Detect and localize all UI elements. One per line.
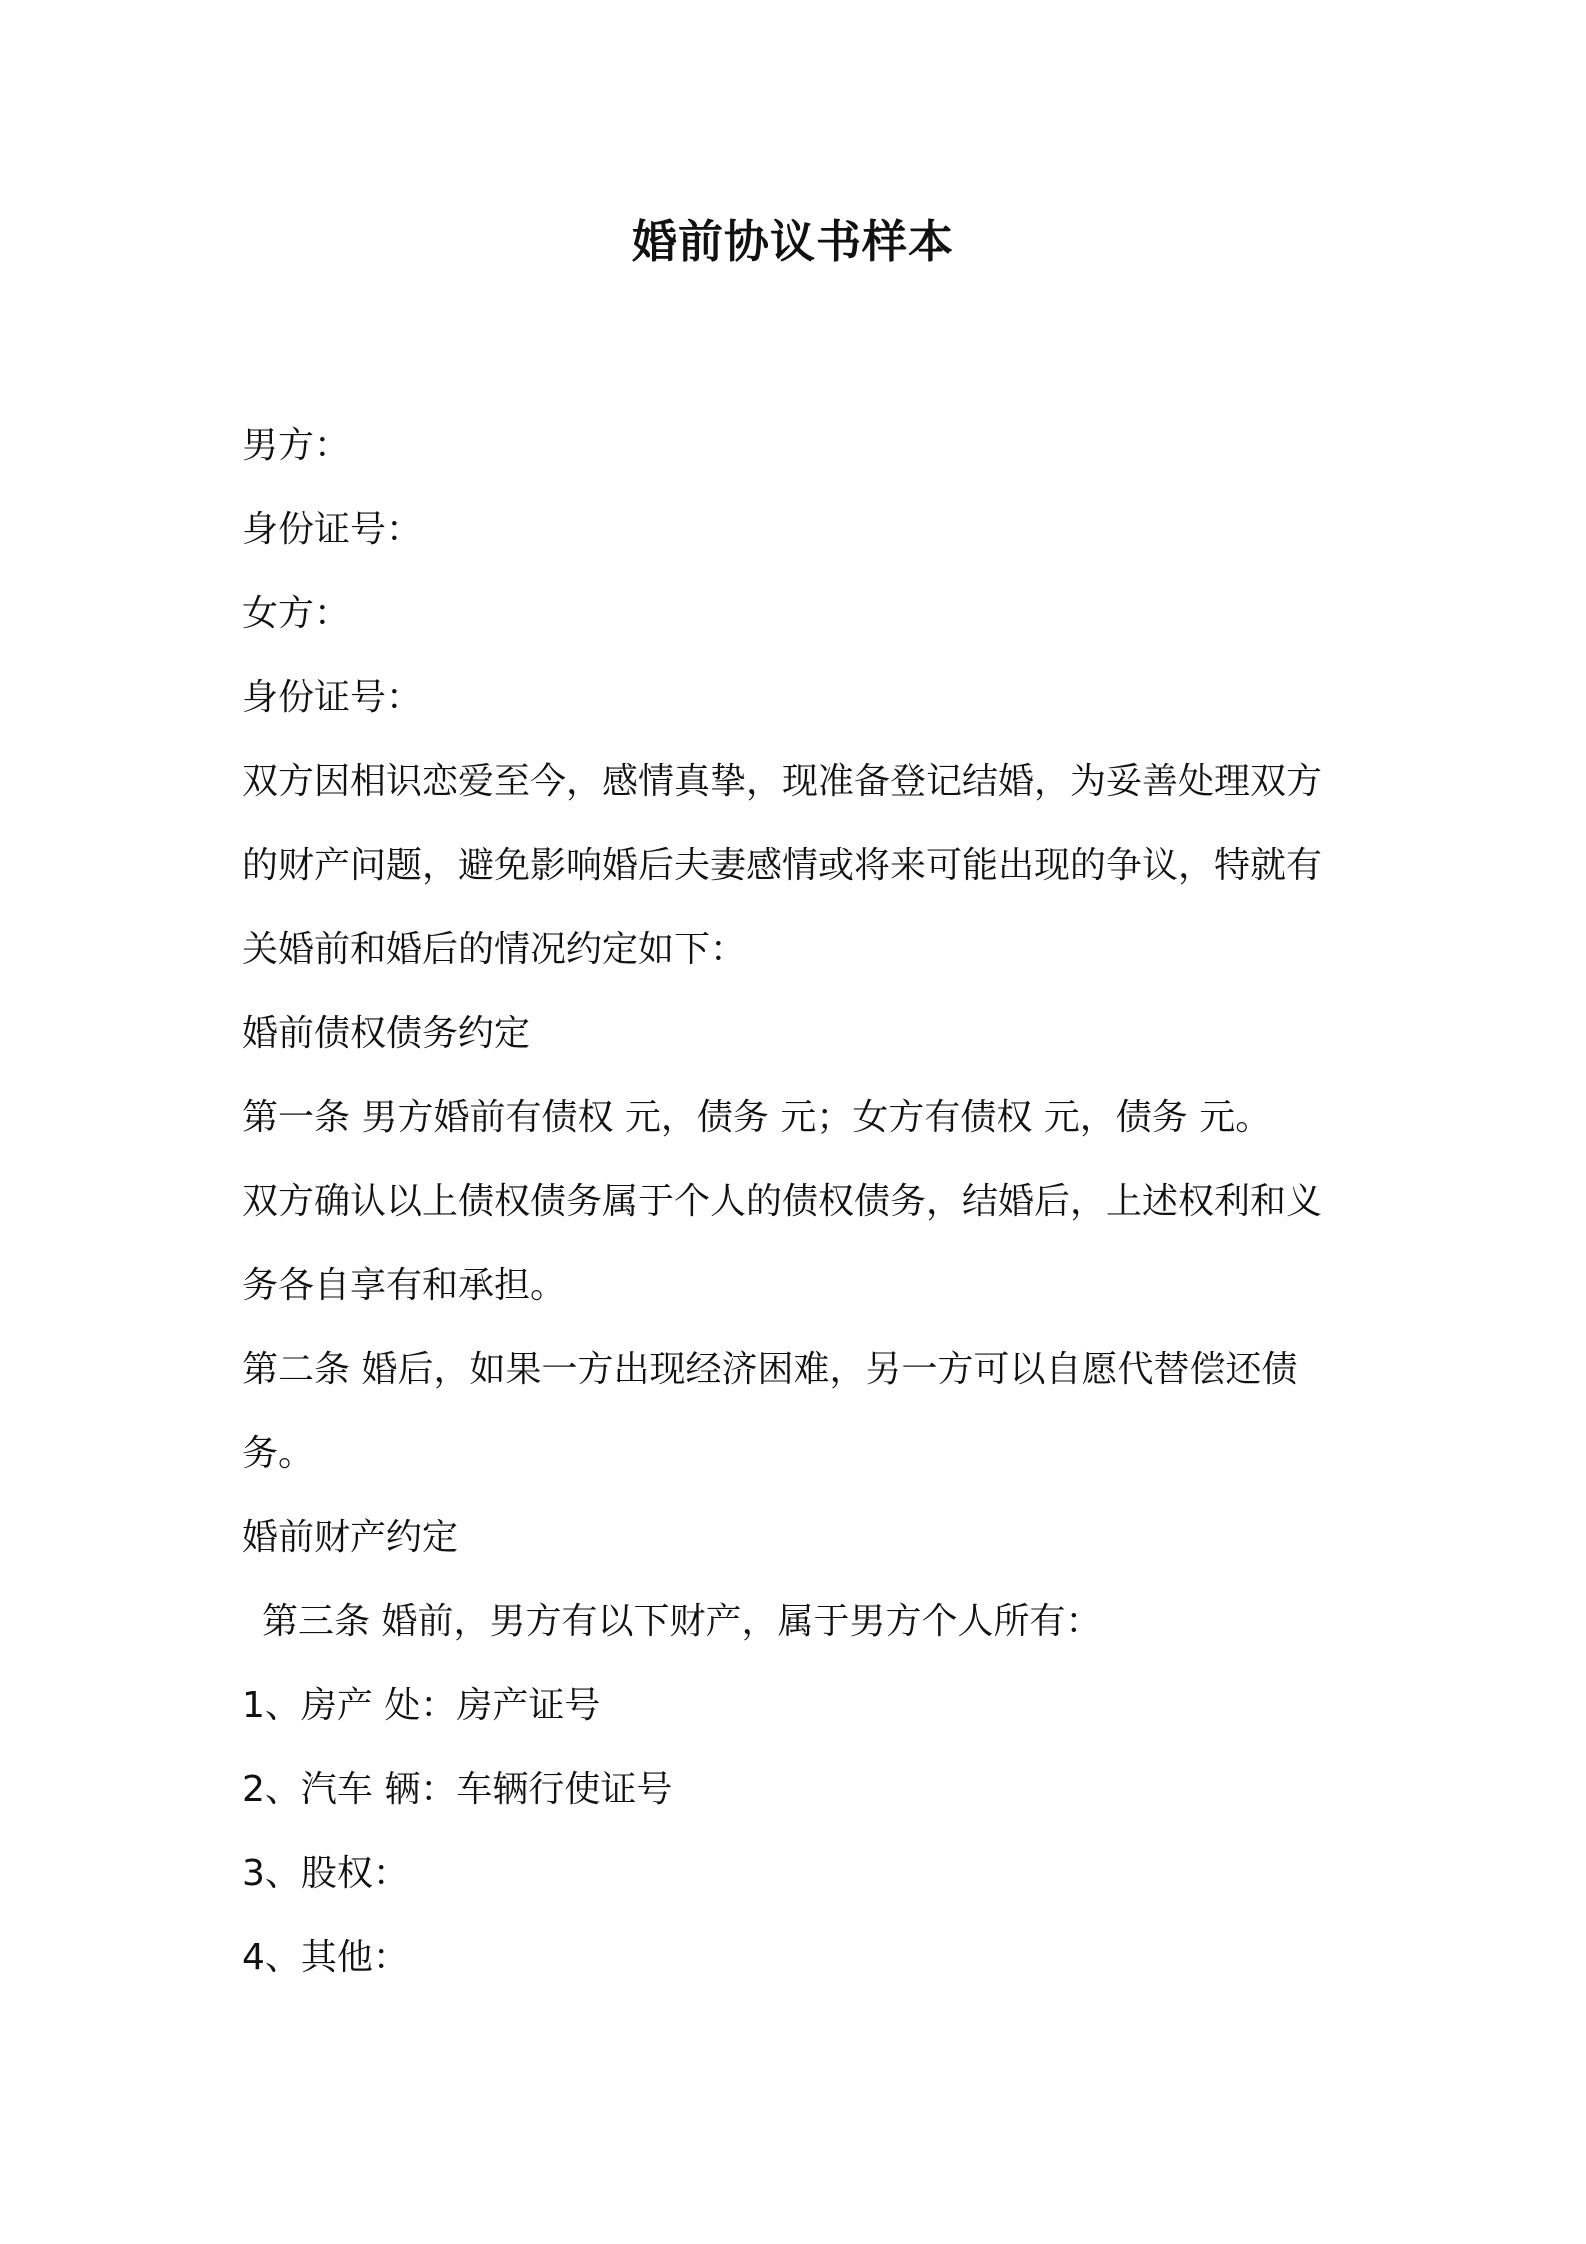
preamble-line-1: 双方因相识恋爱至今，感情真挚，现准备登记结婚，为妥善处理双方 [242,761,1323,802]
male-party-line: 男方： [242,425,351,466]
section-heading-debts: 婚前债权债务约定 [242,1013,531,1054]
article-2-line-2: 务。 [242,1433,315,1474]
property-item-other: 4、其他： [242,1937,409,1978]
property-item-house: 1、房产 处：房产证号 [242,1685,601,1726]
male-id-number-line: 身份证号： [242,509,423,550]
female-id-number-line: 身份证号： [242,677,423,718]
document-title: 婚前协议书样本 [631,215,954,268]
article-2-line-1: 第二条 婚后，如果一方出现经济困难，另一方可以自愿代替偿还债 [242,1349,1298,1390]
preamble-line-2: 的财产问题，避免影响婚后夫妻感情或将来可能出现的争议，特就有 [242,845,1323,886]
article-1-line-1: 第一条 男方婚前有债权 元，债务 元；女方有债权 元，债务 元。 [242,1097,1272,1138]
section-heading-property: 婚前财产约定 [242,1517,459,1558]
article-1-line-2: 双方确认以上债权债务属于个人的债权债务，结婚后，上述权利和义 [242,1181,1323,1222]
article-1-line-3: 务各自享有和承担。 [242,1265,567,1306]
preamble-line-3: 关婚前和婚后的情况约定如下： [242,929,747,970]
article-3-line-1: 第三条 婚前，男方有以下财产，属于男方个人所有： [262,1601,1102,1642]
property-item-car: 2、汽车 辆：车辆行使证号 [242,1769,673,1810]
document-body [242,404,1352,2000]
property-item-equity: 3、股权： [242,1853,409,1894]
female-party-line: 女方： [242,593,351,634]
